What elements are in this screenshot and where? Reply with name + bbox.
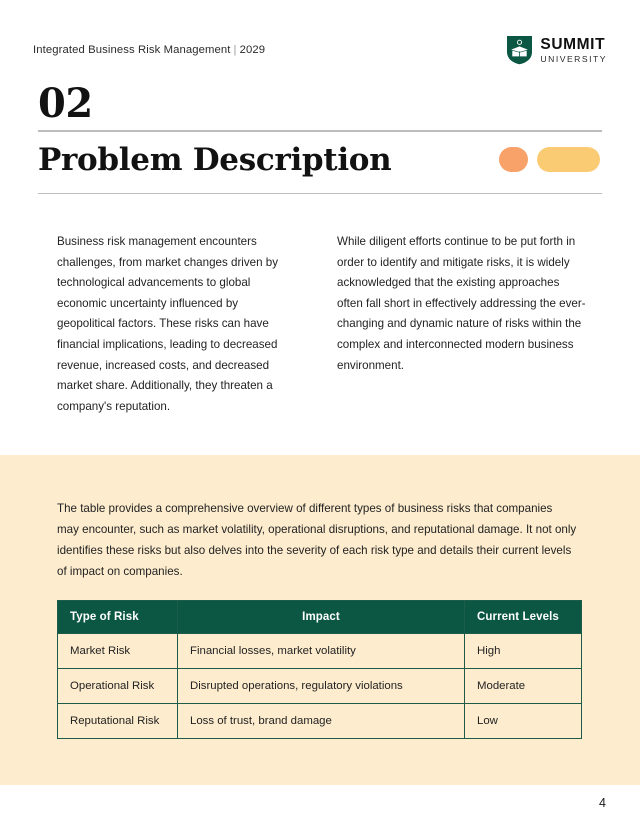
document-header [33, 33, 607, 67]
header-separator: | [233, 44, 237, 56]
header-year: 2029 [239, 44, 266, 56]
intro-column-left [57, 232, 292, 417]
cell-risk-impact: Loss of trust, brand damage [178, 704, 465, 739]
intro-column-right [337, 232, 587, 417]
risk-table [57, 600, 582, 739]
decorative-shapes [499, 147, 602, 172]
title-row [38, 132, 602, 189]
brand-logo [506, 35, 607, 65]
header-title [33, 44, 265, 56]
brand-subtitle: UNIVERSITY [540, 53, 607, 64]
decor-circle-icon [499, 147, 528, 172]
table-header-row [58, 601, 582, 634]
page-title: Problem Description [38, 141, 392, 178]
page-number: 4 [599, 796, 606, 810]
section-number: 02 [38, 80, 93, 127]
table-intro-paragraph: The table provides a comprehensive overview of different types of business risks that companies may encounter, such as market volatility, operational disruptions, and reputational damage. It not only identifies these risks but also delves into the severity of each risk type and details their current levels of impact on companies. [57, 502, 577, 578]
intro-paragraph-left: Business risk management encounters challenges, from market changes driven by technological advancements to global economic uncertainty influenced by geopolitical factors. These risks can have financial implications, leading to decreased revenue, increased costs, and decreased market share. Additionally, they threaten a company's reputation. [57, 235, 279, 413]
table-row [58, 634, 582, 669]
cell-risk-level: Low [465, 704, 582, 739]
cell-risk-impact: Disrupted operations, regulatory violations [178, 669, 465, 704]
brand-name: SUMMIT [540, 35, 606, 53]
cell-risk-level: High [465, 634, 582, 669]
table-row [58, 704, 582, 739]
brand-wordmark [540, 37, 607, 64]
title-block [38, 82, 602, 194]
highlight-section [0, 455, 640, 785]
cell-risk-type: Market Risk [58, 634, 178, 669]
cell-risk-type: Operational Risk [58, 669, 178, 704]
decor-pill-icon [537, 147, 600, 172]
table-row [58, 669, 582, 704]
shield-book-icon [506, 35, 533, 65]
header-document-title: Integrated Business Risk Management [33, 44, 231, 56]
table-header [58, 601, 582, 634]
column-header-type: Type of Risk [58, 601, 178, 634]
cell-risk-level: Moderate [465, 669, 582, 704]
table-body [58, 634, 582, 739]
title-rule-bottom [38, 193, 602, 195]
cell-risk-impact: Financial losses, market volatility [178, 634, 465, 669]
intro-columns [57, 232, 588, 417]
intro-paragraph-right: While diligent efforts continue to be put forth in order to identify and mitigate risks, it is widely acknowledged that the existing approaches often fall short in effectively addressing the ever-changing and dynamic nature of risks within the complex and interconnected modern business environment. [337, 235, 586, 372]
column-header-levels: Current Levels [465, 601, 582, 634]
cell-risk-type: Reputational Risk [58, 704, 178, 739]
column-header-impact: Impact [178, 601, 465, 634]
